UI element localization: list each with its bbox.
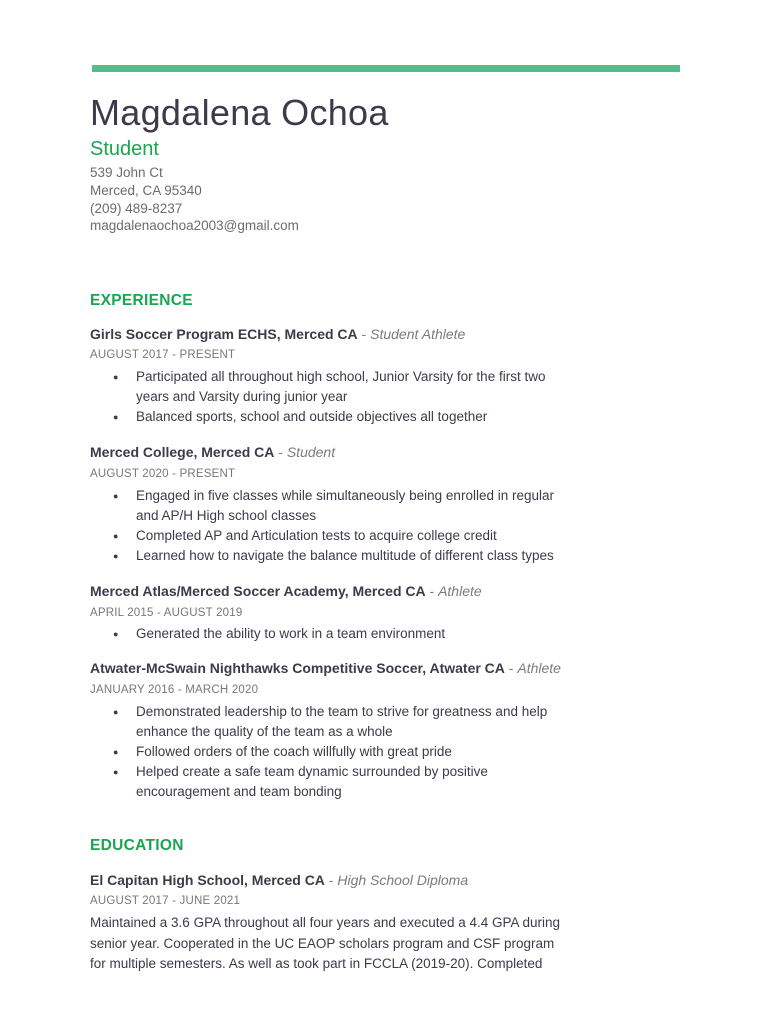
bullet-item: ● Balanced sports, school and outside objectives all together [90,407,560,427]
entry-bullets [90,624,560,644]
entry-organization: Atwater-McSwain Nighthawks Competitive Soccer, Atwater CA [90,660,505,676]
entry-role: Student Athlete [370,326,466,342]
entry-separator: - [504,660,518,676]
education-heading: EDUCATION [90,837,184,854]
bullet-item: ● Participated all throughout high school, Junior Varsity for the first two years and Varsity during junior year [90,367,560,407]
entry-role: Athlete [438,583,482,599]
entry-dates: APRIL 2015 - AUGUST 2019 [90,607,243,619]
education-description: Maintained a 3.6 GPA throughout all four years and executed a 4.4 GPA during senior year. Cooperated in the UC EAOP scholars program and CSF program for multiple semesters. As well as took part in FCCLA (2019-20). Completed [90,915,561,971]
entry-bullets [90,367,560,427]
contact-block [90,164,299,235]
entry-organization: Merced College, Merced CA [90,444,275,460]
bullet-item: ● Learned how to navigate the balance multitude of different class types [90,546,560,566]
entry-separator: - [324,872,338,888]
bullet-item: ● Helped create a safe team dynamic surrounded by positive encouragement and team bonding [90,762,560,802]
bullet-item: ● Generated the ability to work in a team environment [90,624,560,644]
entry-separator: - [274,444,287,460]
resume-title: Student [90,138,159,160]
entry-separator: - [425,583,439,599]
experience-entry-title [90,583,482,599]
header-rule [92,65,680,72]
entry-organization: Girls Soccer Program ECHS, Merced CA [90,326,358,342]
experience-heading: EXPERIENCE [90,292,193,309]
entry-role: Student [286,444,336,460]
entry-bullets [90,702,560,802]
entry-organization: El Capitan High School, Merced CA [90,872,325,888]
bullet-item: ● Demonstrated leadership to the team to strive for greatness and help enhance the quality of the team as a whole [90,702,560,742]
entry-dates: AUGUST 2017 - JUNE 2021 [90,895,241,907]
address-line-1: 539 John Ct [90,165,163,180]
entry-bullets [90,486,560,566]
email-address: magdalenaochoa2003@gmail.com [90,218,299,234]
experience-entry-title [90,444,335,460]
entry-dates: JANUARY 2016 - MARCH 2020 [90,684,259,696]
entry-organization: Merced Atlas/Merced Soccer Academy, Merced CA [90,583,426,599]
entry-dates: AUGUST 2020 - PRESENT [90,468,236,480]
entry-dates: AUGUST 2017 - PRESENT [90,349,236,361]
resume-name: Magdalena Ochoa [90,92,389,133]
entry-role: Athlete [517,660,561,676]
bullet-item: ● Engaged in five classes while simultaneously being enrolled in regular and AP/H High school classes [90,486,560,526]
bullet-item: ● Followed orders of the coach willfully with great pride [90,742,560,762]
address-line-2: Merced, CA 95340 [90,182,202,198]
entry-separator: - [357,326,371,342]
bullet-item: ● Completed AP and Articulation tests to acquire college credit [90,526,560,546]
education-entry-title [90,872,468,888]
experience-entry-title [90,326,465,342]
entry-role: High School Diploma [337,872,469,888]
phone-number: (209) 489-8237 [90,200,183,216]
experience-entry-title [90,660,561,676]
